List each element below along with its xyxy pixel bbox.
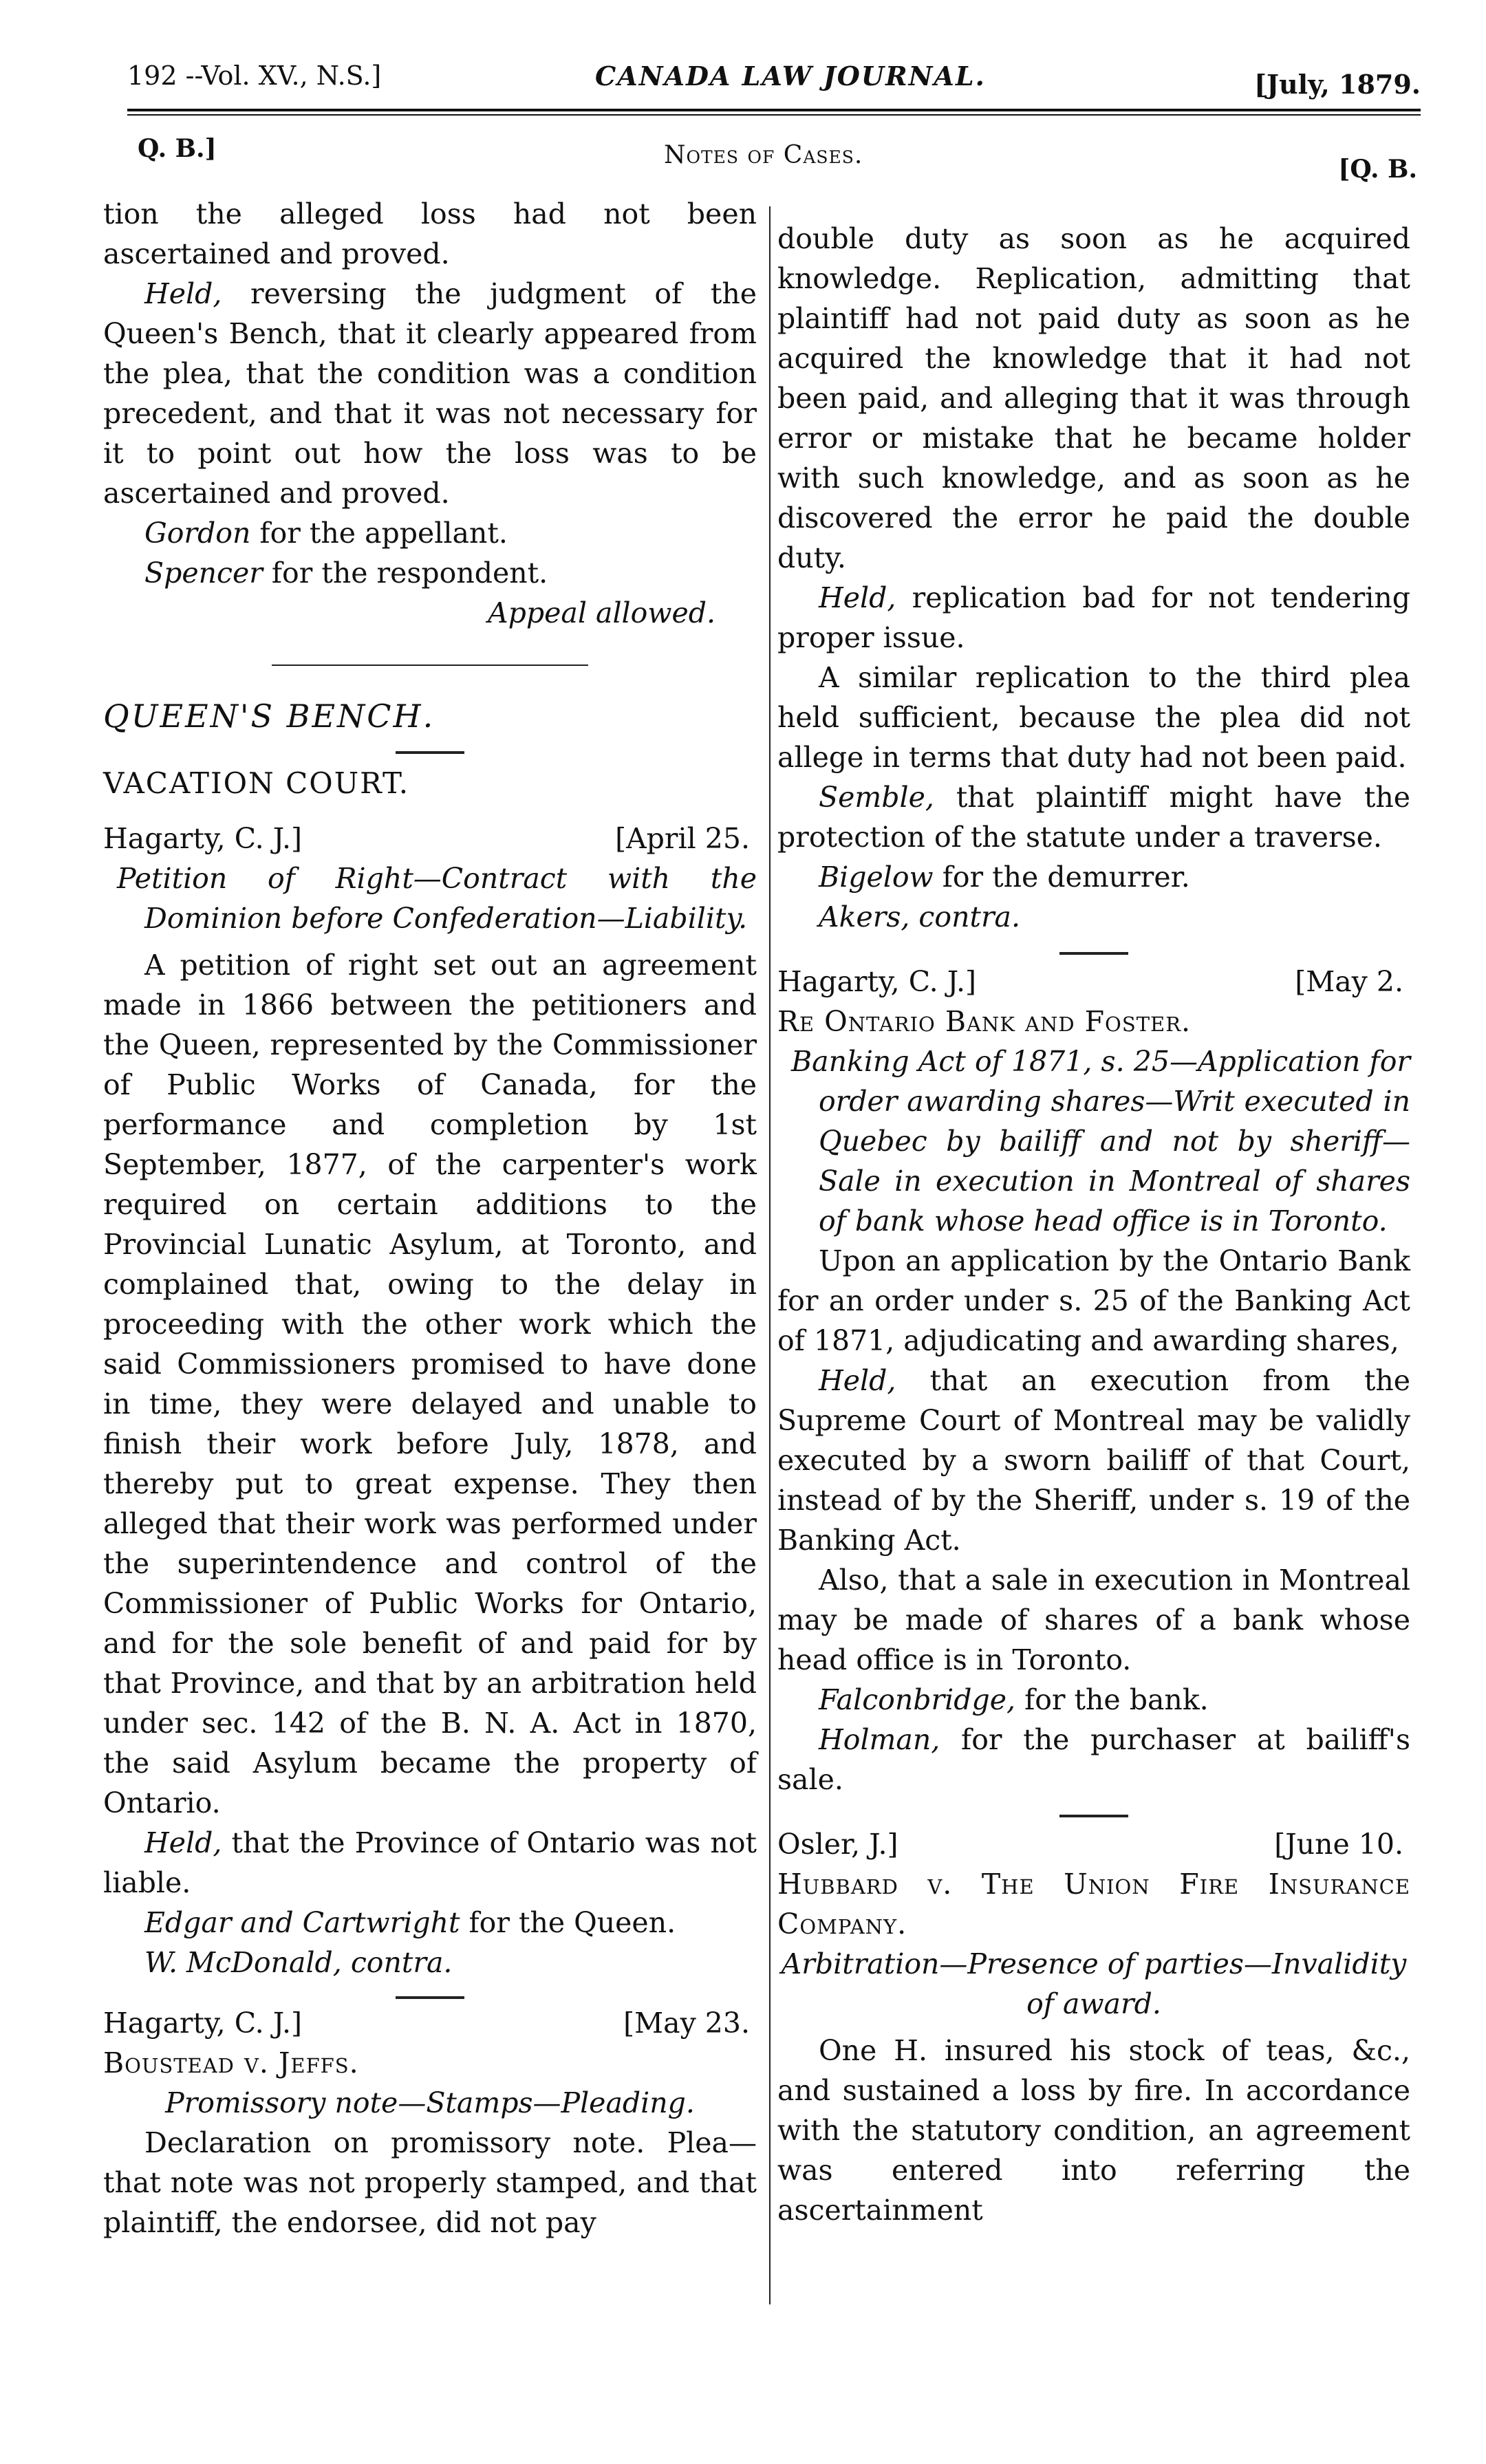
section-heading: Notes of Cases. bbox=[664, 141, 863, 169]
counsel-line bbox=[103, 553, 757, 593]
column-divider bbox=[769, 206, 771, 2304]
case-headnote: Arbitration—Presence of parties—Invalidity of award. bbox=[781, 1947, 1407, 2020]
court-code-right: [Q. B. bbox=[1338, 155, 1417, 184]
counsel-name: Bigelow bbox=[819, 861, 934, 894]
held-label: Held, bbox=[819, 1364, 896, 1397]
counsel-role: for the respondent. bbox=[262, 556, 548, 590]
judge-name: Hagarty, C. J.] bbox=[103, 2007, 303, 2040]
case-title: Boustead v. Jeffs. bbox=[103, 2046, 359, 2079]
semble-text: that plaintiff might have the protection of the statute under a traverse. bbox=[777, 781, 1410, 854]
body-paragraph: Also, that a sale in execution in Montreal may be made of shares of a bank whose head office is in Toronto. bbox=[777, 1564, 1410, 1676]
case-judge-line bbox=[777, 1824, 1410, 1864]
court-section-title: QUEEN'S BENCH. bbox=[103, 698, 435, 735]
section-header bbox=[138, 134, 1417, 184]
counsel-name: Spencer bbox=[144, 556, 263, 590]
header-date: [July, 1879. bbox=[1254, 69, 1421, 100]
counsel-line: W. McDonald, contra. bbox=[144, 1946, 453, 1979]
counsel-line bbox=[777, 1720, 1410, 1800]
case-date: [May 2. bbox=[1295, 965, 1403, 998]
case-body: Declaration on promissory note. Plea—that note was not properly stamped, and that plaintiff, the endorsee, did not pay bbox=[103, 2126, 757, 2239]
counsel-name: Holman, bbox=[819, 1723, 940, 1756]
continued-paragraph: double duty as soon as he acquired knowledge. Replication, admitting that plaintiff had not paid duty as soon as he acquired the knowledge that it had not been paid, and alleging that it was through error or mistake that he became holder with such knowledge, and as soon as he discovered the error he paid the double duty. bbox=[777, 222, 1410, 574]
held-paragraph bbox=[777, 578, 1410, 658]
held-text: that an execution from the Supreme Court of Montreal may be validly executed by a sworn bailiff of that Court, instead of by the Sheriff, under s. 19 of the Banking Act. bbox=[777, 1364, 1410, 1557]
held-paragraph bbox=[777, 1361, 1410, 1560]
counsel-line bbox=[777, 1680, 1410, 1720]
judge-name: Hagarty, C. J.] bbox=[777, 965, 977, 998]
held-label: Held, bbox=[144, 277, 222, 310]
counsel-line bbox=[777, 857, 1410, 897]
header-journal-title: CANADA LAW JOURNAL. bbox=[595, 61, 986, 91]
left-column bbox=[103, 194, 757, 2243]
body-paragraph: A similar replication to the third plea held sufficient, because the plea did not allege in terms that duty had not been paid. bbox=[777, 661, 1410, 774]
counsel-line: Akers, contra. bbox=[819, 900, 1021, 933]
case-title: Re Ontario Bank and Foster. bbox=[777, 1005, 1192, 1038]
case-result: Appeal allowed. bbox=[488, 596, 715, 629]
case-headnote: Banking Act of 1871, s. 25—Application for order awarding shares—Writ executed in Quebec by bailiff and not by sheriff—Sale in execution in Montreal of shares of bank whose head office is in Toronto. bbox=[791, 1045, 1410, 1238]
counsel-role: for the purchaser at bailiff's sale. bbox=[777, 1723, 1410, 1796]
case-date: [April 25. bbox=[615, 822, 750, 855]
header-rule-thick bbox=[127, 109, 1421, 111]
held-text: reversing the judgment of the Queen's Bench, that it clearly appeared from the plea, that the condition was a condition precedent, and that it was not necessary for it to point out how the loss was to be ascertained and proved. bbox=[103, 277, 757, 510]
semble-paragraph bbox=[777, 777, 1410, 857]
running-header bbox=[127, 61, 1421, 116]
counsel-name: Gordon bbox=[144, 517, 251, 550]
held-label: Held, bbox=[819, 581, 896, 614]
held-label: Held, bbox=[144, 1826, 222, 1859]
case-judge-line bbox=[103, 819, 757, 858]
counsel-name: Falconbridge, bbox=[819, 1683, 1016, 1716]
case-body: A petition of right set out an agreement made in 1866 between the petitioners and the Queen, represented by the Commissioner of Public Works of Canada, for the performance and completion by 1st September, 1877, of the carpenter's work required on certain additions to the Provincial Lunatic Asylum, at Toronto, and complained that, owing to the delay in proceeding with the other work which the said Commissioners promised to have done in time, they were delayed and unable to finish their work before July, 1878, and thereby put to great expense. They then alleged that their work was performed under the superintendence and control of the Commissioner of Public Works for Ontario, and for the sole benefit of and paid for by that Province, and that by an arbitration held under sec. 142 of the B. N. A. Act in 1870, the said Asylum became the property of Ontario. bbox=[103, 949, 757, 1819]
counsel-role: for the appellant. bbox=[250, 517, 508, 550]
held-text: replication bad for not tendering proper issue. bbox=[777, 581, 1410, 654]
header-volume: 192 --Vol. XV., N.S.] bbox=[127, 61, 382, 91]
held-paragraph bbox=[103, 1823, 757, 1903]
counsel-role: for the bank. bbox=[1015, 1683, 1209, 1716]
counsel-role: for the demurrer. bbox=[933, 861, 1190, 894]
case-body: One H. insured his stock of teas, &c., and sustained a loss by fire. In accordance with the statutory condition, an agreement was entered into referring the ascertainment bbox=[777, 2034, 1410, 2227]
judge-name: Hagarty, C. J.] bbox=[103, 822, 303, 855]
counsel-line bbox=[103, 1903, 757, 1943]
case-date: [June 10. bbox=[1274, 1828, 1403, 1861]
case-judge-line bbox=[777, 962, 1410, 1002]
judge-name: Osler, J.] bbox=[777, 1828, 898, 1861]
semble-label: Semble, bbox=[819, 781, 934, 814]
header-rule-thin bbox=[127, 114, 1421, 116]
case-headnote: Promissory note—Stamps—Pleading. bbox=[165, 2086, 695, 2119]
counsel-line bbox=[103, 513, 757, 553]
case-judge-line bbox=[103, 2003, 757, 2043]
case-title: Hubbard v. The Union Fire Insurance Company. bbox=[777, 1868, 1410, 1941]
counsel-role: for the Queen. bbox=[460, 1906, 676, 1939]
case-body: Upon an application by the Ontario Bank for an order under s. 25 of the Banking Act of 1871, adjudicating and awarding shares, bbox=[777, 1244, 1410, 1357]
continued-paragraph: tion the alleged loss had not been ascertained and proved. bbox=[103, 197, 757, 270]
right-column bbox=[777, 219, 1410, 2230]
court-subsection-title: VACATION COURT. bbox=[103, 766, 410, 800]
case-headnote: Petition of Right—Contract with the Dominion before Confederation—Liability. bbox=[117, 862, 757, 935]
counsel-name: Edgar and Cartwright bbox=[144, 1906, 460, 1939]
case-date: [May 23. bbox=[623, 2007, 750, 2040]
held-text: that the Province of Ontario was not liable. bbox=[103, 1826, 757, 1899]
court-code-left: Q. B.] bbox=[138, 134, 217, 163]
held-paragraph bbox=[103, 274, 757, 513]
